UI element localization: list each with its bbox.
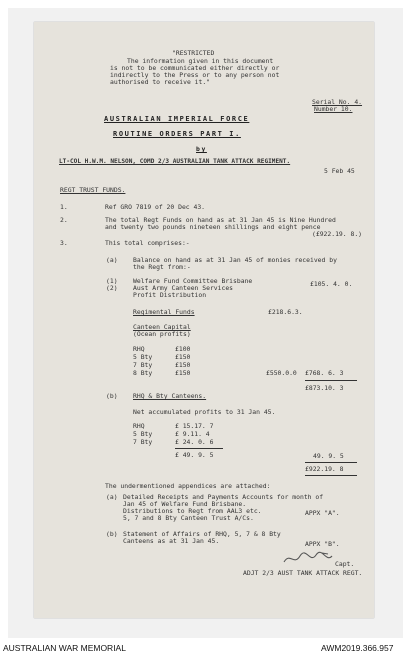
- item-number-1: 1.: [60, 203, 68, 211]
- item-text-2-line-2: and twenty two pounds nineteen shillings and eight pence: [105, 223, 321, 231]
- canteen-row-unit: 8 Bty: [133, 369, 153, 377]
- item-text-2-line-3: (£922.19. 8.): [312, 230, 363, 238]
- part-a-line-1: Balance on hand as at 31 Jan 45 of monies received by: [133, 256, 337, 264]
- part-a-sub2-line-1: Aust Army Canteen Services: [133, 284, 234, 292]
- part-a-sub1-label: (1): [106, 277, 118, 285]
- order-number: Number 10.: [314, 105, 353, 113]
- canteen-row-amount: £150: [175, 353, 191, 361]
- grand-total-underline: [305, 475, 357, 476]
- appendix-a-line-2: Jan 45 of Welfare Fund Brisbane.: [123, 500, 247, 508]
- force-heading: AUSTRALIAN IMPERIAL FORCE: [104, 115, 250, 123]
- canteen-profit-amount: £ 15.17. 7: [175, 422, 214, 430]
- canteen-row-amount: £150: [175, 369, 191, 377]
- part-a-sub2-label: (2): [106, 284, 118, 292]
- orders-heading: ROUTINE ORDERS PART I.: [113, 130, 241, 138]
- canteen-capital-label: Canteen Capital: [133, 323, 191, 331]
- regimental-funds-label: Regimental Funds: [133, 308, 195, 316]
- restricted-line-4: authorised to receive it.": [110, 78, 211, 86]
- grand-total-rule: [305, 462, 357, 463]
- canteen-profit-unit: 5 Bty: [133, 430, 153, 438]
- item-number-3: 3.: [60, 239, 68, 247]
- item-text-1: Ref GRO 7819 of 20 Dec 43.: [105, 203, 206, 211]
- regimental-funds-amount: £218.6.3.: [268, 308, 303, 316]
- profit-rule: [175, 448, 223, 449]
- canteen-profit-amount: £ 9.11. 4: [175, 430, 210, 438]
- part-a-label: (a): [106, 256, 118, 264]
- commander-line: LT-COL H.W.M. NELSON, COMD 2/3 AUSTRALIAN TANK ATTACK REGIMENT.: [59, 158, 291, 165]
- part-a-total: £873.10. 3: [305, 384, 344, 392]
- part-a-sub1-text: Welfare Fund Committee Brisbane: [133, 277, 253, 285]
- part-a-sub1-amount: £105. 4. 0.: [310, 280, 353, 288]
- part-b-text: Net accumulated profits to 31 Jan 45.: [133, 408, 276, 416]
- serial-number: Serial No. 4.: [312, 98, 363, 106]
- restricted-title: "RESTRICTED: [172, 49, 215, 57]
- part-b-carried: 49. 9. 5: [313, 452, 344, 460]
- canteen-profit-amount: £ 24. 0. 6: [175, 438, 214, 446]
- appendices-intro: The undermentioned appendices are attached:: [105, 482, 271, 490]
- appendix-a-line-3: Distributions to Regt from AAL3 etc.: [123, 507, 262, 515]
- appendix-a-line-1: Detailed Receipts and Payments Accounts for month of: [123, 493, 324, 501]
- sum-rule: [305, 380, 357, 381]
- item-text-3: This total comprises:-: [105, 239, 190, 247]
- section-title: REGT TRUST FUNDS.: [60, 186, 126, 194]
- footer-accession: AWM2019.366.957: [321, 643, 394, 653]
- grand-total: £922.19. 8: [305, 465, 344, 473]
- part-a-sub2-line-2: Profit Distribution: [133, 291, 207, 299]
- part-b-label: (b): [106, 392, 118, 400]
- signature-rank: Capt.: [335, 560, 355, 568]
- canteen-sum: £768. 6. 3: [305, 369, 344, 377]
- canteen-profit-unit: 7 Bty: [133, 438, 153, 446]
- item-text-2-line-1: The total Regt Funds on hand as at 31 Jan 45 is Nine Hundred: [105, 216, 336, 224]
- part-a-line-2: the Regt from:-: [133, 263, 191, 271]
- canteen-profit-unit: RHQ: [133, 422, 145, 430]
- restricted-line-2: is not to be communicated either directly or: [110, 64, 280, 72]
- canteen-row-unit: 7 Bty: [133, 361, 153, 369]
- canteen-row-amount: £150: [175, 361, 191, 369]
- order-date: 5 Feb 45: [324, 167, 355, 175]
- by-label: by: [196, 145, 207, 153]
- canteen-row-unit: RHQ: [133, 345, 145, 353]
- canteen-row-amount: £100: [175, 345, 191, 353]
- restricted-line-1: The information given in this document: [127, 57, 274, 65]
- signature-title: ADJT 2/3 AUST TANK ATTACK REGT.: [243, 569, 363, 577]
- appendix-b-label: (b): [106, 530, 118, 538]
- canteen-row-unit: 5 Bty: [133, 353, 153, 361]
- item-number-2: 2.: [60, 216, 68, 224]
- appendix-b-line-1: Statement of Affairs of RHQ, 5, 7 & 8 Bty: [123, 530, 281, 538]
- part-b-title: RHQ & Bty Canteens.: [133, 392, 207, 400]
- restricted-line-3: indirectly to the Press or to any person not: [110, 71, 280, 79]
- appendix-b-ref: APPX "B".: [305, 540, 340, 548]
- appendix-a-ref: APPX "A".: [305, 509, 340, 517]
- appendix-a-line-4: 5, 7 and 8 Bty Canteen Trust A/Cs.: [123, 514, 254, 522]
- footer-collection: AUSTRALIAN WAR MEMORIAL: [3, 643, 126, 653]
- appendix-b-line-2: Canteens as at 31 Jan 45.: [123, 537, 220, 545]
- canteen-capital-note: (Ocean profits): [133, 330, 191, 338]
- part-b-subtotal: £ 49. 9. 5: [175, 451, 214, 459]
- appendix-a-label: (a): [106, 493, 118, 501]
- canteen-total: £550.0.0: [266, 369, 297, 377]
